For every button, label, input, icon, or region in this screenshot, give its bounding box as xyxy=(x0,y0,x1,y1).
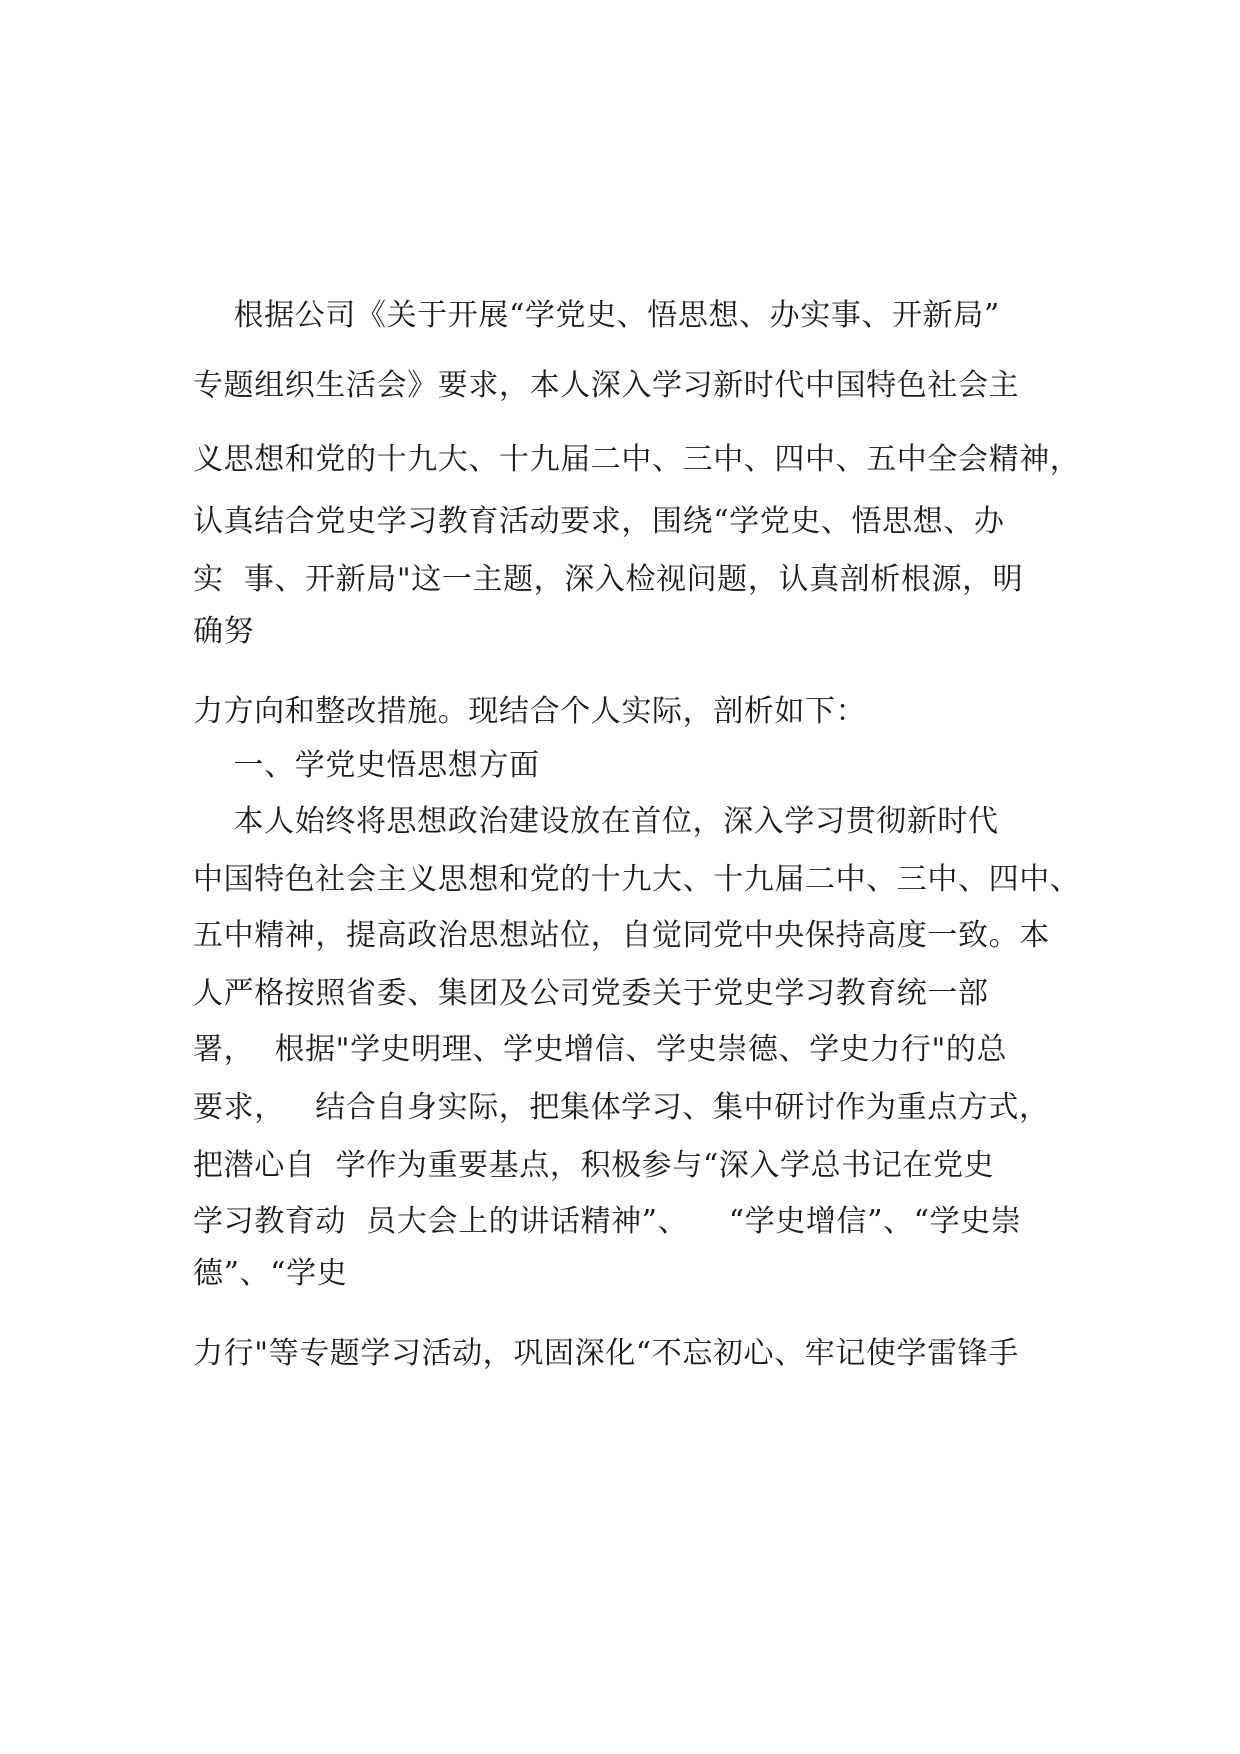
paragraph-line: 学习教育动 员大会上的讲话精神”、 “学史增信”、“学史崇 xyxy=(193,1204,1022,1239)
paragraph-line: 德”、“学史 xyxy=(193,1256,348,1291)
paragraph-line: 五中精神，提高政治思想站位，自觉同党中央保持高度一致。本 xyxy=(193,918,1050,953)
paragraph-line: 义思想和党的十九大、十九届二中、三中、四中、五中全会精神， xyxy=(193,442,1081,477)
paragraph-line: 人严格按照省委、集团及公司党委关于党史学习教育统一部 xyxy=(193,976,989,1011)
section-heading: 一、学党史悟思想方面 xyxy=(193,748,540,783)
paragraph-line: 确努 xyxy=(193,614,255,649)
paragraph-line: 署， 根据"学史明理、学史增信、学史崇德、学史力行"的总 xyxy=(193,1032,1008,1067)
paragraph-line: 根据公司《关于开展“学党史、悟思想、办实事、开新局” xyxy=(193,298,1000,333)
paragraph-line: 要求， 结合自身实际，把集体学习、集中研讨作为重点方式， xyxy=(193,1090,1050,1125)
paragraph-line: 力方向和整改措施。现结合个人实际，剖析如下： xyxy=(193,694,867,729)
paragraph-line: 认真结合党史学习教育活动要求，围绕“学党史、悟思想、办 xyxy=(193,504,1005,539)
paragraph-line: 力行"等专题学习活动，巩固深化“不忘初心、牢记使学雷锋手 xyxy=(193,1336,1019,1371)
paragraph-line: 把潜心自 学作为重要基点，积极参与“深入学总书记在党史 xyxy=(193,1148,995,1183)
paragraph-line: 专题组织生活会》要求，本人深入学习新时代中国特色社会主 xyxy=(193,368,1020,403)
paragraph-line: 本人始终将思想政治建设放在首位，深入学习贯彻新时代 xyxy=(193,804,999,839)
paragraph-line: 实 事、开新局"这一主题，深入检视问题，认真剖析根源，明 xyxy=(193,562,1024,597)
paragraph-line: 中国特色社会主义思想和党的十九大、十九届二中、三中、四中、 xyxy=(193,862,1081,897)
